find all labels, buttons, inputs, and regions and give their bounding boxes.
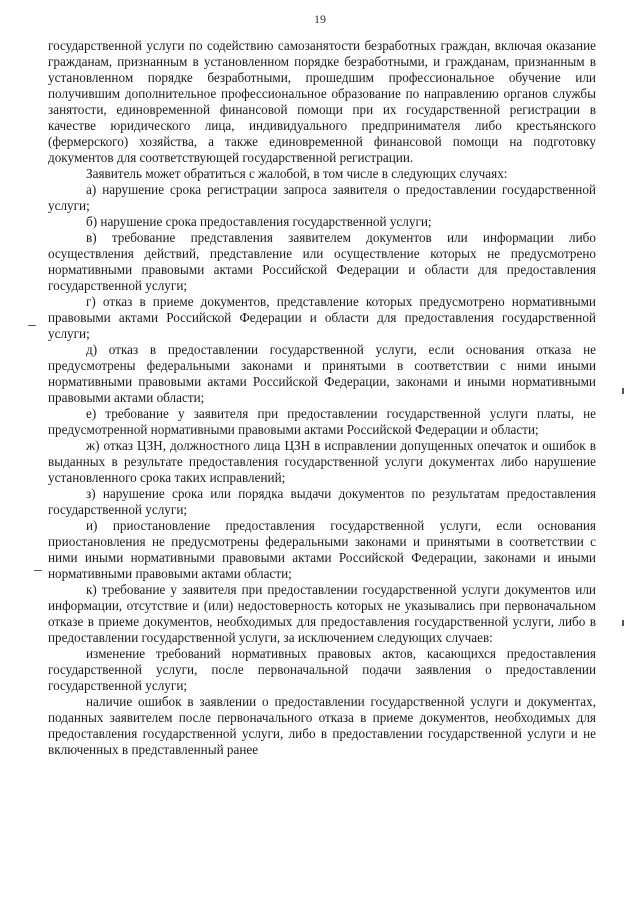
margin-mark-left-1: [28, 325, 36, 326]
margin-mark-left-2: [34, 570, 42, 571]
paragraph-case-v: в) требование представления заявителем документов или информации либо осуществления действий, представление или осуществление которых не предусмотрено нормативными правовыми актами Российской Федерации и области для предоставления государственной услуги;: [48, 230, 596, 293]
paragraph-case-z: з) нарушение срока или порядка выдачи документов по результатам предоставления государственной услуги;: [48, 486, 596, 517]
margin-mark-right-1: [622, 388, 624, 394]
paragraph-case-i: и) приостановление предоставления государственной услуги, если основания приостановления не предусмотрены федеральными законами и принятыми в соответствии с ними иными нормативными правовыми актами Российской Федерации, законами и иными нормативными правовыми актами области;: [48, 518, 596, 581]
paragraph-case-k: к) требование у заявителя при предоставлении государственной услуги документов или информации, отсутствие и (или) недостоверность которых не указывались при первоначальном отказе в приеме документов, необходимых для предоставления государственной услуги, либо в предоставлении государственной услуги, за исключением следующих случаев:: [48, 582, 596, 645]
paragraph-complaint-intro: Заявитель может обратиться с жалобой, в том числе в следующих случаях:: [86, 166, 508, 181]
document-body: [48, 38, 596, 758]
paragraph-case-d: д) отказ в предоставлении государственной услуги, если основания отказа не предусмотрены федеральными законами и принятыми в соответствии с ними иными нормативными правовыми актами Российской Федерации, законами и иными нормативными правовыми актами области;: [48, 342, 596, 405]
paragraph-exception-1: изменение требований нормативных правовых актов, касающихся предоставления государственной услуги, после первоначальной подачи заявления о предоставлении государственной услуги;: [48, 646, 596, 693]
margin-mark-right-2: [622, 620, 624, 626]
paragraph-intro-continuation: государственной услуги по содействию самозанятости безработных граждан, включая оказание гражданам, признанным в установленном порядке безработными, и гражданам, признанным в установленном порядке безработными, прошедшим профессиональное обучение или получившим дополнительное профессиональное образование по направлению органов службы занятости, единовременной финансовой помощи при их государственной регистрации в качестве юридического лица, индивидуального предпринимателя либо крестьянского (фермерского) хозяйства, а также единовременной финансовой помощи на подготовку документов для соответствующей государственной регистрации.: [48, 38, 596, 165]
paragraph-case-zh: ж) отказ ЦЗН, должностного лица ЦЗН в исправлении допущенных опечаток и ошибок в выданных в результате предоставления государственной услуги документах либо нарушение установленного срока таких исправлений;: [48, 438, 596, 485]
paragraph-case-e: е) требование у заявителя при предоставлении государственной услуги платы, не предусмотренной нормативными правовыми актами Российской Федерации и области;: [48, 406, 596, 437]
paragraph-exception-2: наличие ошибок в заявлении о предоставлении государственной услуги и документах, поданных заявителем после первоначального отказа в приеме документов, необходимых для предоставления государственной услуги, либо в предоставлении государственной услуги и не включенных в представленный ранее: [48, 694, 596, 757]
paragraph-case-a: а) нарушение срока регистрации запроса заявителя о предоставлении государственной услуги;: [48, 182, 596, 213]
page-number: 19: [314, 12, 326, 26]
paragraph-case-b: б) нарушение срока предоставления государственной услуги;: [86, 214, 432, 229]
paragraph-case-g: г) отказ в приеме документов, представление которых предусмотрено нормативными правовыми актами Российской Федерации и области для предоставления государственной услуги;: [48, 294, 596, 341]
